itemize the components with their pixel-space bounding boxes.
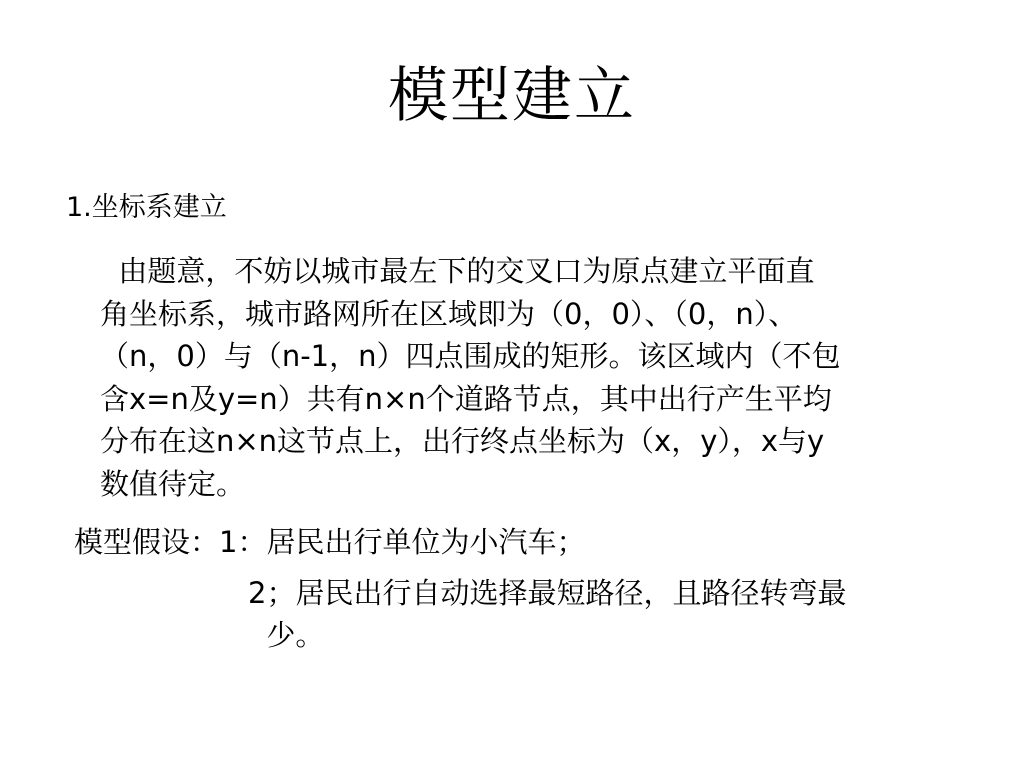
paragraph-line: 分布在这n×n这节点上，出行终点坐标为（x，y），x与y bbox=[100, 424, 825, 458]
assumption-line-1: 模型假设：1：居民出行单位为小汽车； bbox=[74, 525, 586, 559]
assumption-line-3: 少。 bbox=[248, 618, 325, 652]
paragraph-line: 数值待定。 bbox=[100, 466, 246, 501]
paragraph-line: （n，0）与（n-1，n）四点围成的矩形。该区域内（不包 bbox=[100, 339, 841, 373]
paragraph-line: 由题意，不妨以城市最左下的交叉口为原点建立平面直 bbox=[100, 254, 815, 288]
paragraph-line: 角坐标系，城市路网所在区域即为（0，0）、（0，n）、 bbox=[100, 296, 798, 331]
section-heading: 1.坐标系建立 bbox=[66, 192, 227, 223]
paragraph-line: 含x=n及y=n）共有n×n个道路节点，其中出行产生平均 bbox=[100, 381, 832, 416]
assumption-block-2 bbox=[248, 572, 846, 656]
description-paragraph bbox=[100, 250, 962, 505]
assumption-line-2: 2；居民出行自动选择最短路径，且路径转弯最 bbox=[248, 576, 847, 610]
slide-title: 模型建立 bbox=[388, 61, 636, 131]
